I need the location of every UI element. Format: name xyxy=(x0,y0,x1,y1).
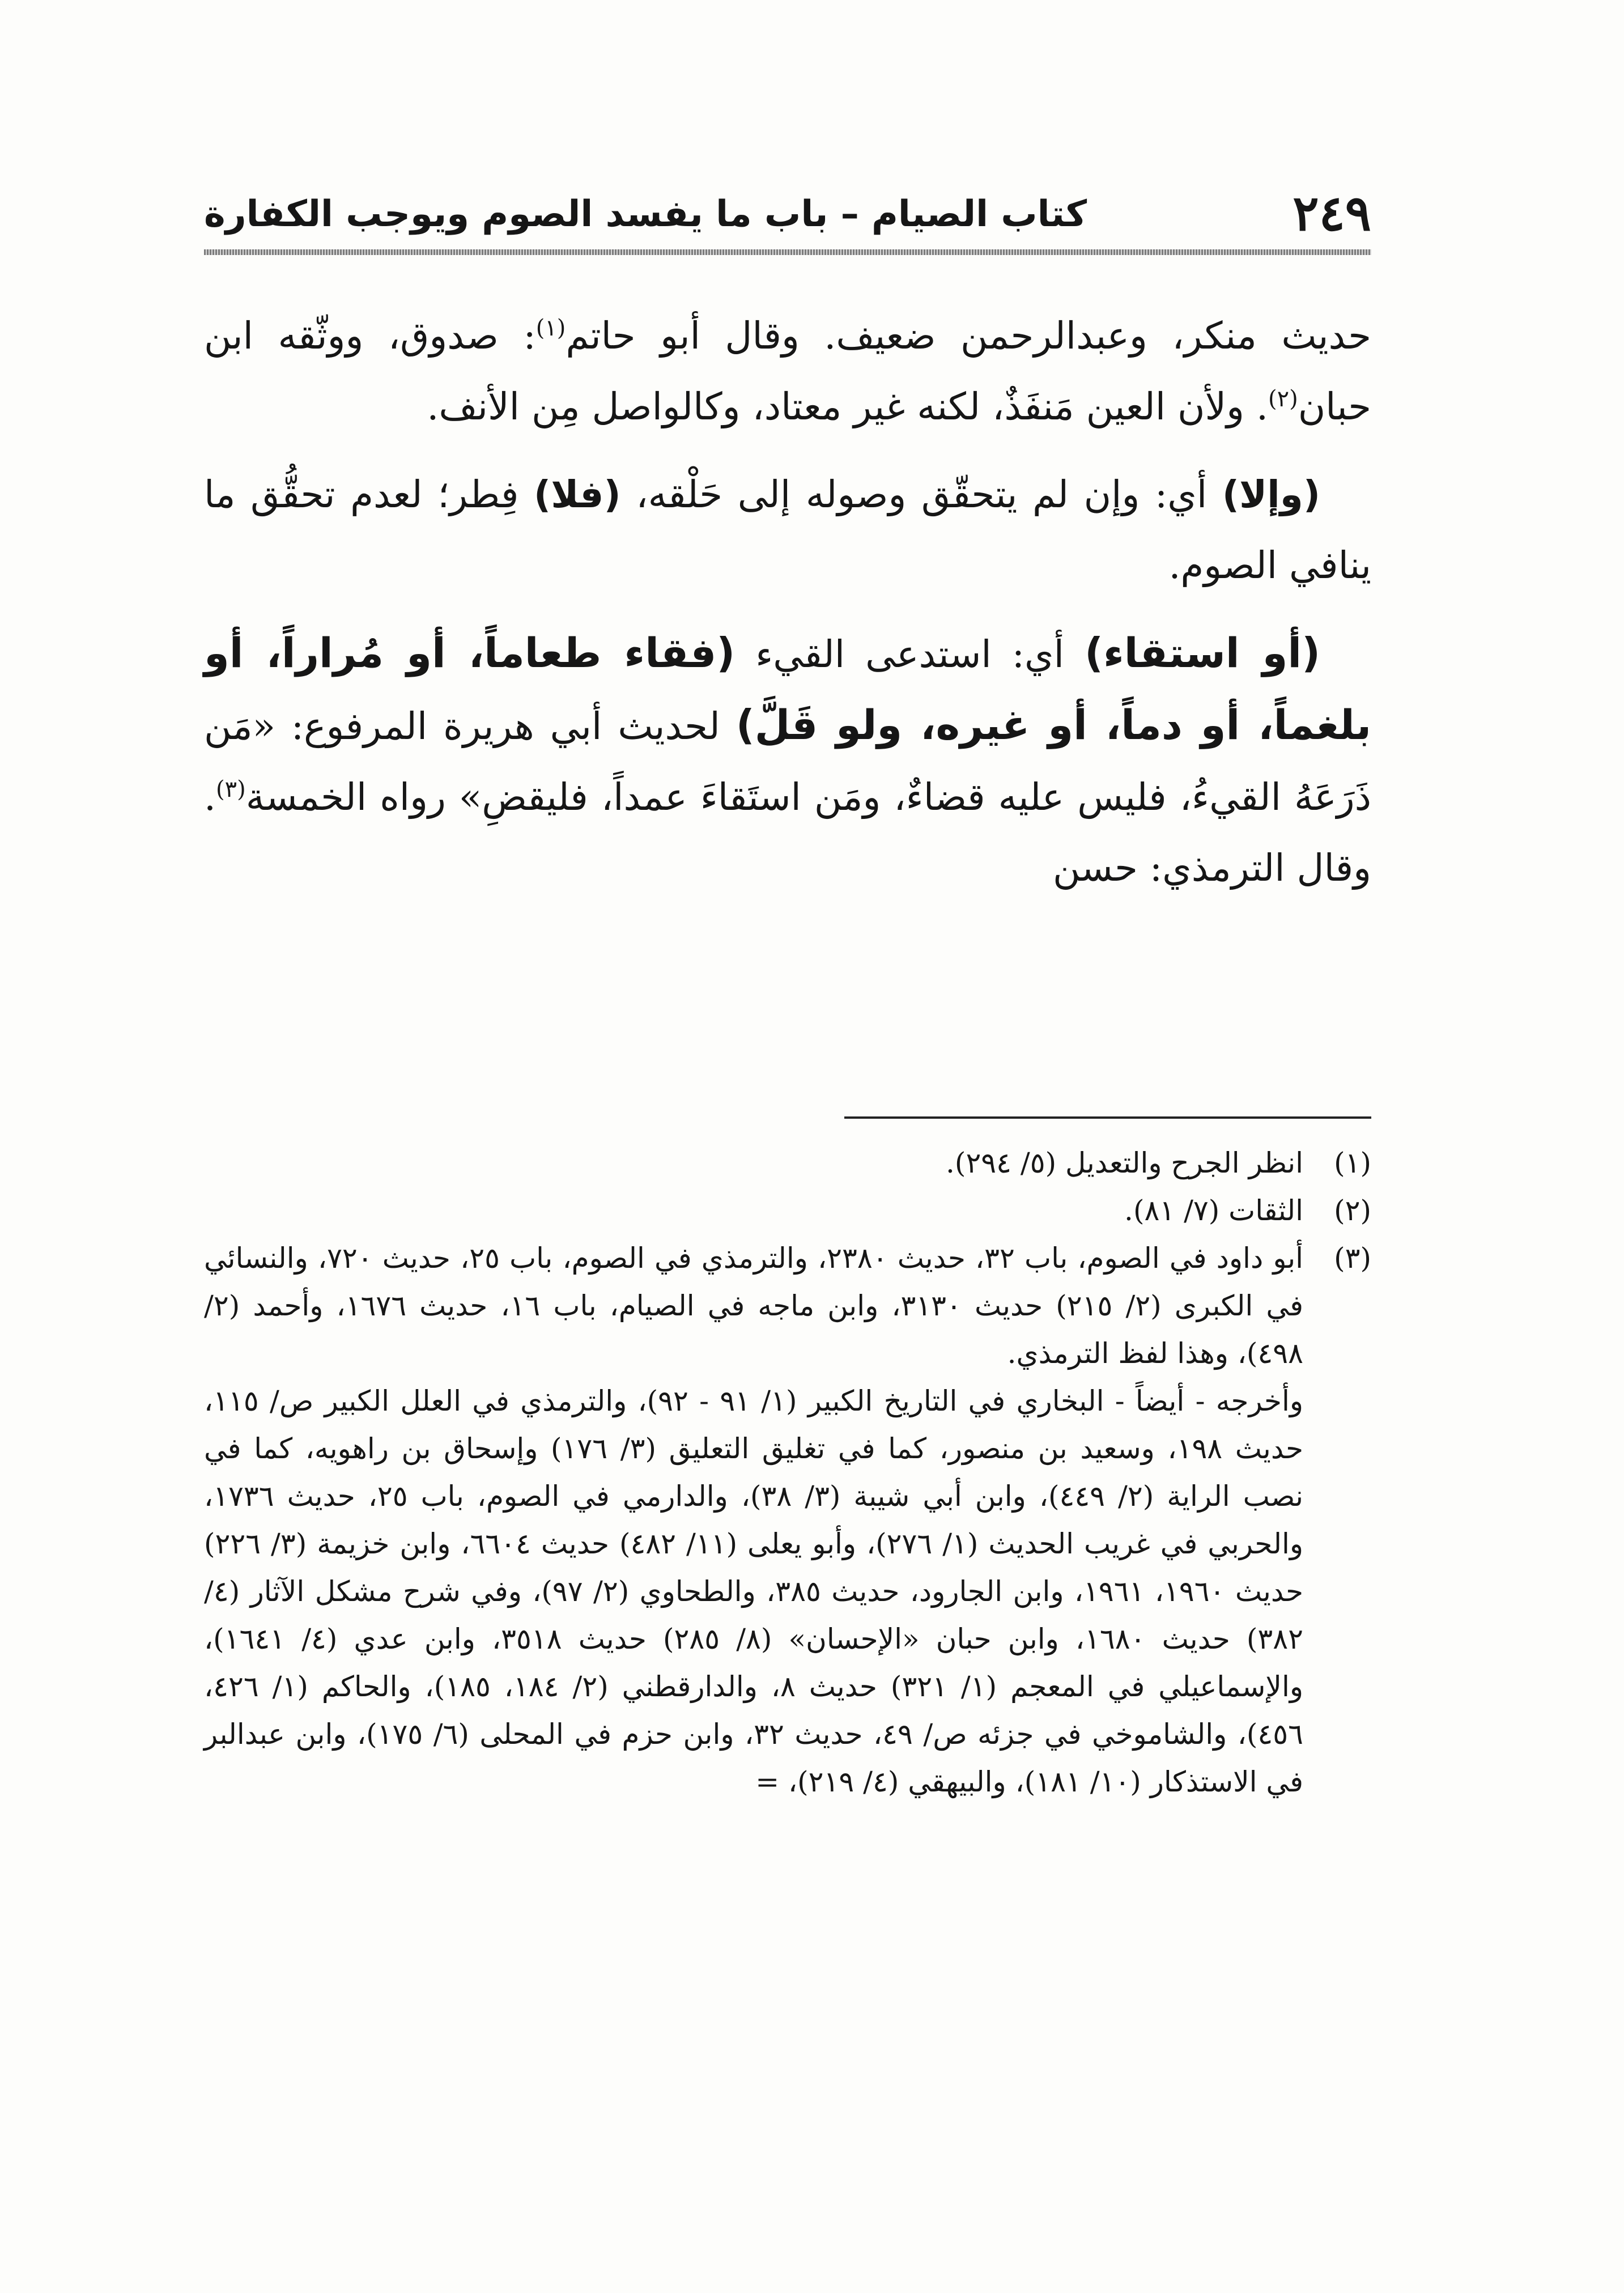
running-title: كتاب الصيام – باب ما يفسد الصوم ويوجب الكفارة xyxy=(204,193,1087,235)
book-page xyxy=(204,170,1371,2210)
footnote-3 xyxy=(204,1234,1371,1377)
footnote-1-text: انظر الجرح والتعديل (٥/ ٢٩٤). xyxy=(946,1146,1303,1179)
paragraph-1 xyxy=(204,300,1371,442)
footnote-2-number: (٢) xyxy=(1334,1194,1371,1227)
footnote-2 xyxy=(204,1187,1371,1234)
p1-text-a: حديث منكر، وعبدالرحمن ضعيف. وقال أبو حاتم xyxy=(566,314,1371,358)
p3-bold-2: (فقاء طعاماً، أو مُراراً، أو بلغماً، أو دماً، أو غيره، ولو قَلَّ) xyxy=(204,629,1371,749)
footnote-3-continuation: وأخرجه - أيضاً - البخاري في التاريخ الكبير (١/ ٩١ - ٩٢)، والترمذي في العلل الكبير ص/ ١١٥، حديث ١٩٨، وسعيد بن منصور، كما في تغليق التعليق (٣/ ١٧٦) وإسحاق بن راهويه، كما في نصب الراية (٢/ ٤٤٩)، وابن أبي شيبة (٣/ ٣٨)، والدارمي في الصوم، باب ٢٥، حديث ١٧٣٦، والحربي في غريب الحديث (١/ ٢٧٦)، وأبو يعلى (١١/ ٤٨٢) حديث ٦٦٠٤، وابن خزيمة (٣/ ٢٢٦) حديث ١٩٦٠، ١٩٦١، وابن الجارود، حديث ٣٨٥، والطحاوي (٢/ ٩٧)، وفي شرح مشكل الآثار (٤/ ٣٨٢) حديث ١٦٨٠، وابن حبان «الإحسان» (٨/ ٢٨٥) حديث ٣٥١٨، وابن عدي (٤/ ١٦٤١)، والإسماعيلي في المعجم (١/ ٣٢١) حديث ٨، والدارقطني (٢/ ١٨٤، ١٨٥)، والحاكم (١/ ٤٢٦، ٤٥٦)، والشاموخي في جزئه ص/ ٤٩، حديث ٣٢، وابن حزم في المحلى (٦/ ١٧٥)، وابن عبدالبر في الاستذكار (١٠/ ١٨١)، والبيهقي (٤/ ٢١٩)، = xyxy=(204,1385,1304,1798)
p2-bold-2: (فلا) xyxy=(534,473,621,516)
footnote-ref-2: (٢) xyxy=(1268,386,1298,412)
p3-text-c: . وقال الترمذي: حسن xyxy=(204,775,1371,890)
p3-text-b: لحديث أبي هريرة المرفوع: «مَن ذَرَعَهُ القيءُ، فليس عليه قضاءٌ، ومَن استَقاءَ عمداً، فليقضِ» رواه الخمسة xyxy=(204,704,1371,819)
page-number: ٢٤٩ xyxy=(1293,185,1371,242)
footnotes xyxy=(204,1139,1371,1806)
footnote-ref-1: (١) xyxy=(535,315,566,341)
p1-text-c: . ولأن العين مَنفَذٌ، لكنه غير معتاد، وكالواصل مِن الأنف. xyxy=(427,385,1268,428)
p2-text-b: فِطر؛ لعدم تحقُّق ما ينافي الصوم. xyxy=(204,473,1371,587)
paragraph-2 xyxy=(204,459,1371,601)
page-header xyxy=(204,170,1371,244)
footnote-2-text: الثقات (٧/ ٨١). xyxy=(1124,1194,1303,1227)
header-rule xyxy=(204,249,1371,255)
footnote-1 xyxy=(204,1139,1371,1187)
p1-text-b: : صدوق، ووثّقه ابن حبان xyxy=(204,314,1371,428)
footnote-separator xyxy=(844,1116,1371,1119)
footnote-3-number: (٣) xyxy=(1334,1242,1371,1275)
p2-bold-1: (وإلا) xyxy=(1222,473,1320,516)
p3-bold-1: (أو استقاء) xyxy=(1085,629,1320,677)
footnote-ref-3: (٣) xyxy=(215,776,246,802)
footnote-3-text: أبو داود في الصوم، باب ٣٢، حديث ٢٣٨٠، والترمذي في الصوم، باب ٢٥، حديث ٧٢٠، والنسائي في الكبرى (٢/ ٢١٥) حديث ٣١٣٠، وابن ماجه في الصيام، باب ١٦، حديث ١٦٧٦، وأحمد (٢/ ٤٩٨)، وهذا لفظ الترمذي. xyxy=(204,1242,1303,1370)
p2-text-a: أي: وإن لم يتحقّق وصوله إلى حَلْقه، xyxy=(620,473,1222,516)
paragraph-3 xyxy=(204,618,1371,903)
p3-text-a: أي: استدعى القيء xyxy=(735,632,1085,676)
footnote-1-number: (١) xyxy=(1334,1146,1371,1179)
main-text xyxy=(204,300,1371,920)
